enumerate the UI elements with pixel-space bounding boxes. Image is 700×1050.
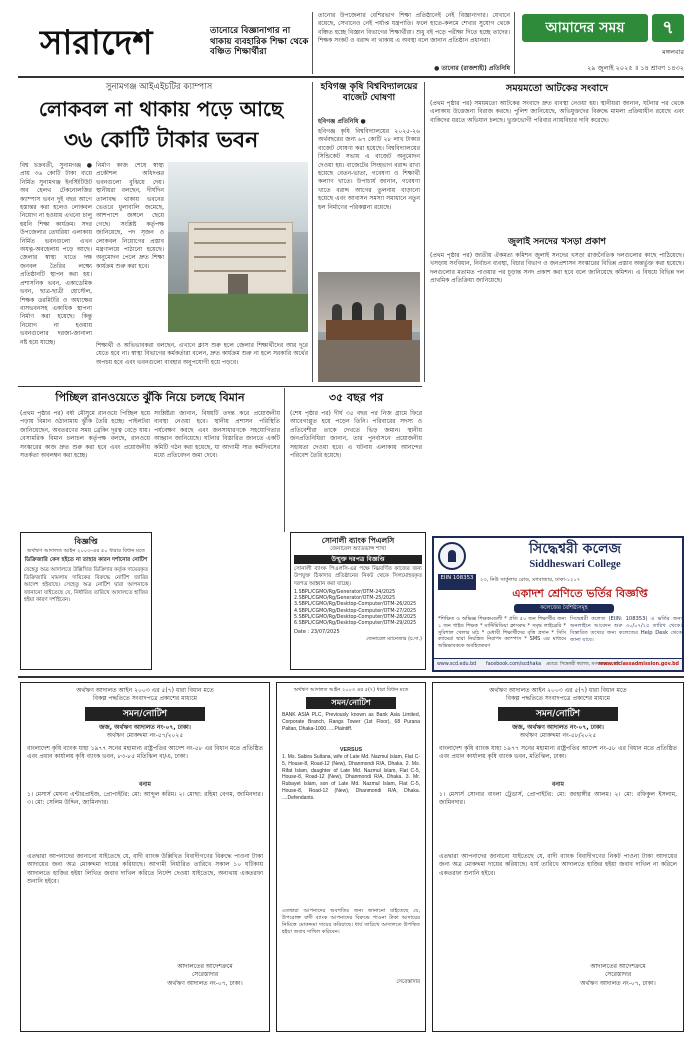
notice-left-title: বিজ্ঞপ্তি [74,536,98,546]
masthead-top-story-byline: ● তানোর (রাজশাহী) প্রতিনিধি [434,65,510,72]
bank-tender-item: 1.SBPL/CGMO/Rg/Generator/OTM-24/2025 [294,590,396,595]
summons-right-sub: বিকল্প পদ্ধতিতে সংবাদপত্রে প্রকাশের মাধ্যমে [505,695,611,703]
college-features-title: কলেজের বৈশিষ্ট্যসমূহ [514,604,614,613]
plane-headline: পিচ্ছিল রানওয়েতে ঝুঁকি নিয়ে চলছে বিমান [55,391,245,404]
notice-left-act: অর্থঋণ আদালত আইন ২০০৩-এর ৫০ ধারার বিধান মতে [27,548,145,554]
bank-tender-item: 4.SBPL/CGMO/Rg/Desktop-Computer/OTM-27/2025 [294,608,417,614]
summons-right-signature: আদালতের আদেশক্রমে [590,963,646,971]
paper-logo-text: আমাদের সময় [545,20,625,36]
college-eiin: EIIN 108353 [438,574,476,590]
college-logo [438,542,466,570]
bank-tender-title: উন্মুক্ত দরপত্র বিজ্ঞপ্তি [294,555,422,564]
masthead-subhead: তানোরে বিজ্ঞানাগার না থাকায় ব্যবহারিক শিক্ষা থেকে বঞ্চিত শিক্ষার্থীরা [210,26,309,57]
summons-right-office: অর্থঋণ আদালত নং-০৭, ঢাকা। [580,979,656,987]
bank-tender-item: 3.SBPL/CGMO/Rg/Desktop-Computer/OTM-26/2025 [294,602,417,608]
summons-right-court: জজ, অর্থঋণ আদালত নং-০৭, ঢাকা। [512,723,604,731]
right-body-1: (প্রথম পৃষ্ঠার পর) সময়মতো আটকের সংবাদে দ্রুত ব্যবস্থা নেওয়া হয়। স্থানীয়রা জানান, ঘটনার পর থেকে এলাকায় উত্তেজনা বিরাজ করছে। পুলিশ জানিয়েছে, অভিযুক্তদের বিরুদ্ধে মামলা প্রক্রিয়াধীন রয়েছে এবং বাকিদের ধরতে অভিযান চলছে। ভুক্তভোগী পরিবার ন্যায়বিচার দাবি করেছে। [430,100,684,124]
summons-left-court: জজ, অর্থঋণ আদালত নং-০৭, ঢাকা। [99,723,191,731]
summons-left-defendants: ১। মেসার্স মেঘনা এন্টারপ্রাইজ, প্রোপাইটর: মো: আব্দুল করিম। ২। মোছা: রহিমা বেগম, জামিনদার। ৩। মো: সেলিম উদ্দিন, জামিনদার। [27,791,263,807]
college-address: ২৩, নিউ সার্কুলার রোড, মগবাজার, ঢাকা-১২১৭ [480,577,581,583]
right-headline: সময়মতো আটকের সংবাদে [506,83,608,94]
budget-photo [318,272,420,382]
summons-right [432,682,684,1032]
notice-left-body: যেহেতু অত্র আদালতে উল্লিখিত ডিক্রিদার কর্তৃক দায়েরকৃত ডিক্রিজারি মামলায় দায়িকের বিরুদ্ধে নোটিশ জারির আদেশ হইয়াছে। সেহেতু অত্র নোটিশ দ্বারা আপনাকে জানানো যাইতেছে যে, নির্ধারিত তারিখে আদালতে হাজির হইয়া কারণ দর্শাইবেন। [24,567,148,604]
right-body-2: (প্রথম পৃষ্ঠার পর) জাতীয় ঐকমত্য কমিশন জুলাই সনদের খসড়া রাজনৈতিক দলগুলোর কাছে পাঠিয়েছে। খসড়ায় সংবিধান, নির্বাচন ব্যবস্থা, বিচার বিভাগ ও জনপ্রশাসন সংস্কারের বিভিন্ন প্রস্তাব অন্তর্ভুক্ত করা হয়েছে। দলগুলোর মতামত পাওয়ার পর চূড়ান্ত সনদ প্রকাশ করা হবে বলে জানিয়েছে কমিশন। এ বিষয়ে বিভিন্ন দল প্রাথমিক প্রতিক্রিয়া জানিয়েছে। [430,252,684,285]
summons-left-signature-role: সেরেস্তাদার [191,971,219,979]
summons-mid-defendants: 1. Ms. Sabira Sultana, wife of Late Md. Nazmul Islam, Flat C-5, House-8, Road-12 (New), Dhanmondi R/A, Dhaka. 2. Ms. Rifat Islam, daughter of Late Md. Nazmul Islam, Flat C-5, House-8, Road-12 (New), Dhanmondi R/A, Dhaka. 3. Mr. Rubayet Islam, son of Late Md. Nazmul Islam, Flat C-5, House-8, Road-12 (New), Dhanmondi R/A, Dhaka. ....Defendants. [282,754,420,801]
summons-mid-signature: সেরেস্তাদার [396,979,420,985]
budget-body: হবিগঞ্জ কৃষি বিশ্ববিদ্যালয়ের ২০২৫-২৬ অর্থবছরের জন্য ৬৭ কোটি ২৮ লাখ টাকার বাজেট ঘোষণা করা হয়েছে। বিশ্ববিদ্যালয়ের সিন্ডিকেট সভায় এ বাজেট অনুমোদন দেওয়া হয়। বাজেটের সিংহভাগ বরাদ্দ রাখা হয়েছে বেতন-ভাতা, গবেষণা ও শিক্ষার্থী কল্যাণ খাতে। উপাচার্য জানান, গবেষণা খাতে বরাদ্দ আগের তুলনায় বাড়ানো হয়েছে এবং আবাসন সমস্যা সমাধানে নতুন হল নির্মাণের পরিকল্পনা রয়েছে। [318,128,420,211]
summons-right-plaintiff: বাংলাদেশ কৃষি ব্যাংক যাহা ১৯৭৭ সনের মহামান্য রাষ্ট্রপতির আদেশ নং-৫৮ এর বিধান মতে প্রতিষ্ঠিত এবং প্রধান কার্যালয় কৃষি ব্যাংক ভবন, মতিঝিল, ঢাকা। [439,744,677,761]
paper-logo [522,14,648,42]
bank-tender-item: 5.SBPL/CGMO/Rg/Desktop-Computer/OTM-28/2025 [294,614,417,620]
summons-left-signature: আদালতের আদেশক্রমে [177,963,233,971]
bank-signature: জেনারেল ম্যানেজার (চ.দা.) [366,636,422,643]
summons-left-sub: বিকল্প পদ্ধতিতে সংবাদপত্রে প্রকাশের মাধ্যমে [92,695,198,703]
bank-office: জেনারেল অ্যাডভান্স শাখা [330,546,386,552]
bank-body: সোনালী ব্যাংক পিএলসি-এর পক্ষে নিম্নবর্ণিত কাজের জন্য উপযুক্ত ঠিকাদার প্রতিষ্ঠানের নিকট থেকে সিলমোহরকৃত দরপত্র আহ্বান করা যাচ্ছে। [294,566,422,587]
summons-right-vs: বনাম [552,780,564,788]
summons-mid-body: এতদ্বারা আপনাদের অবগতির জন্য জানানো যাইতেছে যে, উপরোক্ত বাদী ব্যাংক আপনাদের বিরুদ্ধে পাওনা টাকা আদায়ের নিমিত্তে মোকদ্দমা দায়ের করিয়াছে। ধার্য তারিখে আদালতে উপস্থিত হইয়া জবাব দাখিল করিবেন। [282,908,420,935]
budget-headline: হবিগঞ্জ কৃষি বিশ্ববিদ্যালয়ের বাজেট ঘোষণা [320,82,418,103]
summons-left-act: অর্থঋণ আদালত আইন ২০০৩ এর ৫(৭) ধারা বিধান মতে [76,687,214,694]
summons-right-title: সমন/নোটিশ [498,707,618,721]
college-right-text: সিদ্ধেশ্বরী কলেজ (EIIN: 108353) এ ভর্তির জন্য অনলাইনে আবেদন শুরু ৩০/০৭/২৫ তারিখ থেকে। বিস্তারিত তথ্যের জন্য কলেজের Help Desk থেকে জানা যাবে। [570,616,682,643]
college-facebook[interactable]: facebook.com/scdhaka [486,662,542,667]
bank-tender-item: 6.SBPL/CGMO/Rg/Desktop-Computer/OTM-29/2025 [294,621,417,627]
summons-right-defendants: ১। মেসার্স সোনার বাংলা ট্রেডার্স, প্রোপাইটর: মো: জাহাঙ্গীর আলম। ২। মো: রফিকুল ইসলাম, জামিনদার। [439,791,677,807]
right-sub-headline: জুলাই সনদের খসড়া প্রকাশ [508,237,606,247]
bank-tender-item: 2.SBPL/CGMO/Rg/Generator/OTM-25/2025 [294,596,396,602]
bank-date: Date : 23/07/2025 [294,629,340,636]
summons-right-act: অর্থঋণ আদালত আইন ২০০৩ এর ৫(৭) ধারা বিধান মতে [489,687,627,694]
issue-date: ২৯ জুলাই ২০২৫ ॥ ১৪ শ্রাবণ ১৪৩২ [587,64,684,72]
lead-headline-line-2: ৩৬ কোটি টাকার ভবন [63,127,259,153]
lead-headline-line-1: লোকবল না থাকায় পড়ে আছে [38,97,284,121]
weekday: মঙ্গলবার [662,48,684,56]
college-website[interactable]: www.scd.edu.bd [437,662,477,667]
page-number-badge [652,14,684,42]
notice-left-box [20,532,152,670]
summons-left-vs: বনাম [139,780,151,788]
college-name-en: Siddheswari College [529,559,621,570]
summons-left-title: সমন/নোটিশ [85,707,205,721]
lead-photo [168,162,308,332]
years-body: (শেষ পৃষ্ঠার পর) দীর্ঘ ৩৫ বছর পর নিজ গ্রামে ফিরে আবেগাপ্লুত হয়ে পড়েন তিনি। পরিবারের সদস্য ও প্রতিবেশীরা তাকে দেখতে ভিড় জমান। স্থানীয় জনপ্রতিনিধিরা জানান, তার পুনর্বাসনে প্রয়োজনীয় সহায়তা দেওয়া হবে। এ ঘটনায় এলাকায় আনন্দের পরিবেশ তৈরি হয়েছে। [290,410,422,460]
college-admission-title: একাদশ শ্রেণিতে ভর্তির বিজ্ঞপ্তি [512,587,648,600]
section-title: সারাদেশ [40,23,153,63]
summons-left-plaintiff: বাংলাদেশ কৃষি ব্যাংক যাহা ১৯৭৭ সনের মহামান্য রাষ্ট্রপতির আদেশ নং-৫৮ এর বিধান মতে প্রতিষ্ঠিত এবং প্রধান কার্যালয় কৃষি ব্যাংক ভবন, ৮৩-৮৫ মতিঝিল বা/এ, ঢাকা। [27,744,263,761]
summons-right-case: অর্থঋণ মোকদ্দমা নং-৫৮/২০২৫ [519,732,597,740]
college-apply-url[interactable]: www.xiclassadmission.gov.bd [598,662,679,667]
notice-left-heading: ডিক্রিজারি কেস হইতে না তাহার কারন দর্শানোর নোটিশ [24,557,148,563]
bank-name: সোনালী ব্যাংক পিএলসি [321,536,395,545]
summons-left-office: অর্থঋণ আদালত নং-০৭, ঢাকা। [167,979,243,987]
summons-right-body: এতদ্বারা আপনাদের জানানো যাইতেছে যে, বাদী ব্যাংক বিবাদীগণের নিকট পাওনা টাকা আদায়ের জন্য অত্র মোকদ্দমা দায়ের করিয়াছে। ধার্য তারিখে আদালতে হাজির হইয়া জবাব দাখিল না করিলে একতরফা শুনানি হইবে। [439,853,677,877]
plane-body: (প্রথম পৃষ্ঠার পর) বর্ষা মৌসুমে রানওয়ে পিচ্ছিল হয়ে পড়ায় বিমান ওঠানামায় ঝুঁকি তৈরি হচ্ছে। পাইলটরা জানিয়েছেন, অবতরণের সময় ব্রেকিং দূরত্ব বেড়ে যায়। বেসামরিক বিমান চলাচল কর্তৃপক্ষ বলছে, রানওয়ে সংস্কারের কাজ দ্রুত শুরু করা হবে এবং প্রয়োজনীয় সতর্কতা অবলম্বন করা হচ্ছে। [20,410,150,460]
page-number: ৭ [662,17,674,38]
lead-body-mid: নির্মাণ কাজ শেষে স্বাস্থ্য প্রকৌশল অধিদপ্তর ভবনগুলো বুঝিয়ে দেয়। স্থানীয়রা বলছেন, দীর্ঘদিন তালাবদ্ধ থাকায় ভবনের ভেতরে ধুলাবালি জমেছে, আশপাশে জঙ্গলে ছেয়ে গেছে। সংশ্লিষ্ট কর্তৃপক্ষ জানিয়েছে, পদ সৃজন ও লোকবল নিয়োগের প্রস্তাব মন্ত্রণালয়ে পাঠানো হয়েছে। অনুমোদন পেলে দ্রুত শিক্ষা কার্যক্রম শুরু করা হবে। [96,162,164,270]
summons-mid-act: অর্থঋণ আদালত আইন ২০০৩ এর ৫(৭) ধারা বিধান মতে [293,687,409,693]
college-features: *শিক্ষিত ও অভিজ্ঞ শিক্ষকমণ্ডলী * প্রতি ৫০ জন শিক্ষার্থীর জন্য ১ জন গাইড শিক্ষক * মাল্টিমিডিয়া ক্লাসরুম * সমৃদ্ধ লাইব্রেরি * সুবিশাল খেলার মাঠ * মেধাবী শিক্ষার্থীদের বৃত্তি প্রদান * সিসি ক্যামেরা দ্বারা নিয়ন্ত্রিত নিরাপদ ক্যাম্পাস * SMS এর মাধ্যমে অভিভাবককে অবহিতকরণ [438,616,566,650]
summons-mid [276,682,426,1032]
summons-left-body: এতদ্বারা আপনাদের জানানো যাইতেছে যে, বাদী ব্যাংক উল্লিখিত বিবাদীগণের বিরুদ্ধে পাওনা টাকা আদায়ের জন্য অত্র মোকদ্দমা দায়ের করিয়াছে। আগামী নির্ধারিত তারিখে সকাল ১০ ঘটিকায় আদালতে হাজির হইয়া লিখিত জবাব দাখিল করিতে নির্দেশ দেওয়া যাইতেছে, অন্যথায় একতরফা শুনানি হইবে। [27,853,263,886]
summons-right-signature-role: সেরেস্তাদার [604,971,632,979]
college-name-bn: সিদ্ধেশ্বরী কলেজ [528,541,622,557]
lead-body-left: বিশ্ব চক্রবর্তী, সুনামগঞ্জ ● প্রায় ৩৬ কোটি টাকা ব্যয়ে নির্মিত সুনামগঞ্জ ইনস্টিটিউট অব হেলথ টেকনোলজির ক্যাম্পাস ভবন দুই বছর আগে হস্তান্তর করা হলেও লোকবল নিয়োগ না হওয়ায় এখনো চালু হয়নি শিক্ষা কার্যক্রম। সদর উপজেলার তেঘরিয়া এলাকায় নির্মিত ভবনগুলো এখন অযত্ন-অবহেলায় পড়ে আছে। জেলার স্বাস্থ্য খাতে দক্ষ জনবল তৈরির লক্ষ্যে প্রতিষ্ঠানটি স্থাপন করা হয়। প্রশাসনিক ভবন, একাডেমিক ভবন, ছাত্র-ছাত্রী হোস্টেল, শিক্ষক ডরমিটরি ও অধ্যক্ষের বাসভবনসহ একাধিক স্থাপনা নির্মাণ করা হয়েছে। কিন্তু নিয়োগ না হওয়ায় ভবনগুলোর দরজা-জানালা নষ্ট হয়ে যাচ্ছে। [20,162,92,346]
bank-tender-list [294,590,422,627]
years-headline: ৩৫ বছর পর [328,391,384,404]
summons-mid-plaintiff: BANK ASIA PLC, Previously known as Bank Asia Limited, Corporate Branch, Rangs Tower (1st Floor), 68 Purana Paltan, Dhaka-1000. ....Plaintiff. [282,712,420,732]
center-body: সংশ্লিষ্টরা জানান, বিষয়টি তদন্ত করে প্রয়োজনীয় ব্যবস্থা নেওয়া হবে। স্থানীয় প্রশাসন পরিস্থিতি পর্যবেক্ষণ করছে এবং জনসাধারণকে সহযোগিতার আহ্বান জানিয়েছে। ঘটনার বিস্তারিত জানতে একটি কমিটি গঠন করা হয়েছে, যা আগামী সাত কর্মদিবসের মধ্যে প্রতিবেদন জমা দেবে। [154,410,280,460]
college-footer-text: প্রচারে: সিদ্ধেশ্বরী কলেজ, মগবাজার, ঢাকা [546,662,620,667]
summons-left [20,682,270,1032]
summons-mid-title: সমন/নোটিশ [306,697,396,709]
summons-left-case: অর্থঋণ মোকদ্দমা নং-৫৭/২০২৫ [106,732,184,740]
college-footer-bar [434,658,682,670]
college-ad [432,536,684,672]
budget-byline: হবিগঞ্জ প্রতিনিধি ● [318,118,366,125]
bank-ad [290,532,426,670]
lead-kicker: সুনামগঞ্জ আইএইচটির ক্যাম্পাস [105,82,213,92]
masthead-top-story: তানোর উপজেলার বেশিরভাগ শিক্ষা প্রতিষ্ঠানেই নেই বিজ্ঞানাগার। যেখানে রয়েছে, সেখানেও নেই পর্যাপ্ত যন্ত্রপাতি। ফলে হাতে-কলমে শেখার সুযোগ থেকে বঞ্চিত হচ্ছে বিজ্ঞান বিভাগের শিক্ষার্থীরা। শুধু বই পড়ে পরীক্ষা দিতে হচ্ছে তাদের। শিক্ষক সংকট ও বরাদ্দ না থাকায় এ অবস্থা বলে জানান প্রতিষ্ঠান প্রধানরা। [318,12,510,45]
lead-body-right: শিক্ষার্থী ও অভিভাবকরা বলছেন, এখানে ক্লাস শুরু হলে জেলার শিক্ষার্থীদের আর দূরে যেতে হবে না। স্বাস্থ্য বিভাগের কর্মকর্তারা বলেন, দ্রুত কার্যক্রম শুরু না হলে সরকারি অর্থের অপচয় হবে এবং ভবনগুলো ব্যবহার অনুপযোগী হয়ে পড়বে। [96,342,308,366]
summons-mid-vs: VERSUS [339,747,363,753]
